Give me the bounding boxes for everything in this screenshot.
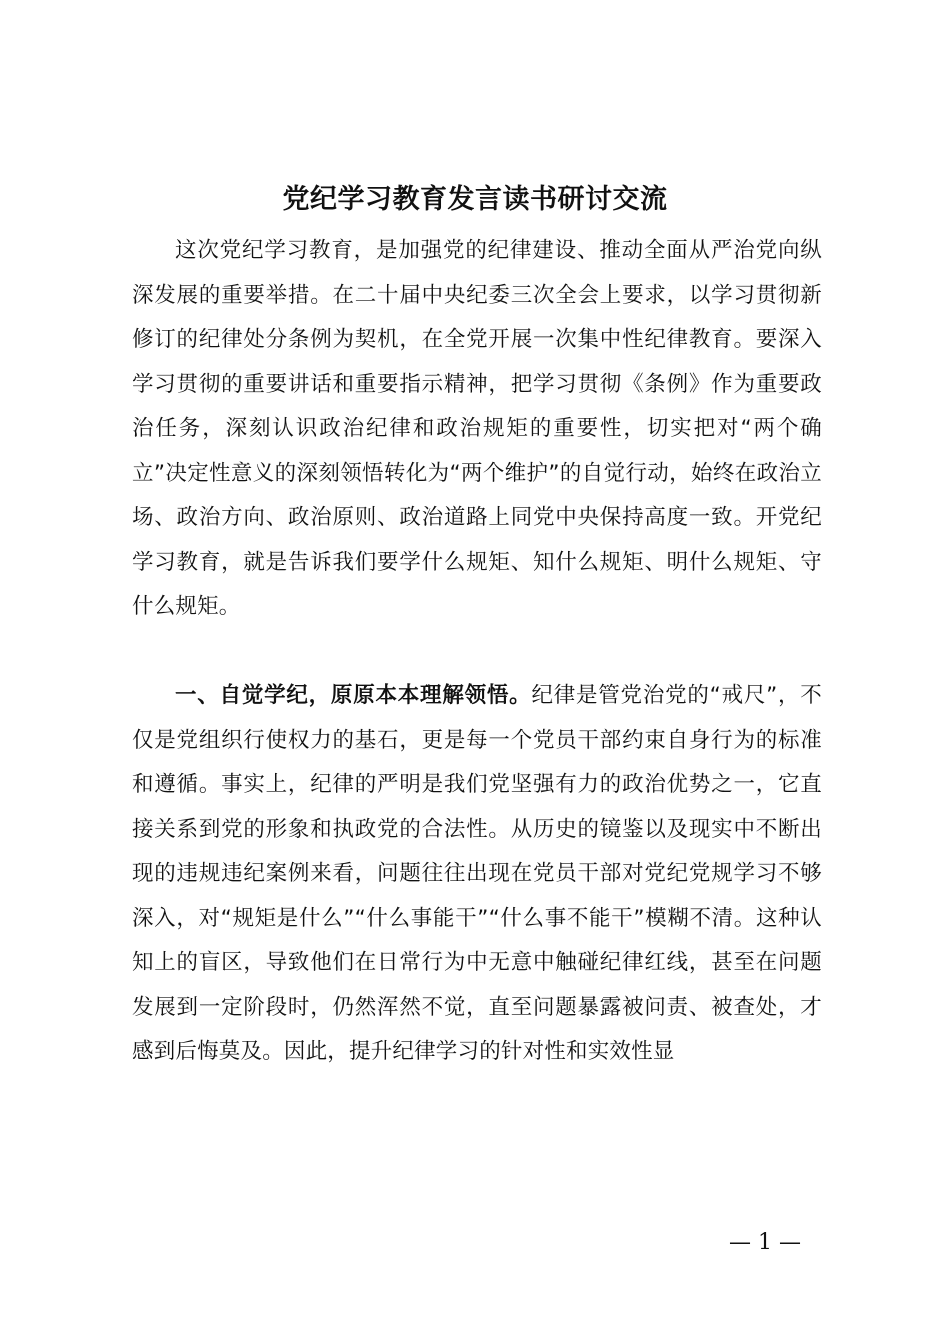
section-one-heading: 一、自觉学纪，原原本本理解领悟。 [175,683,532,708]
intro-paragraph: 这次党纪学习教育，是加强党的纪律建设、推动全面从严治党向纵深发展的重要举措。在二十届中央纪委三次全会上要求，以学习贯彻新修订的纪律处分条例为契机，在全党开展一次集中性纪律教育。要深入学习贯彻的重要讲话和重要指示精神，把学习贯彻《条例》作为重要政治任务，深刻认识政治纪律和政治规矩的重要性，切实把对“两个确立”决定性意义的深刻领悟转化为“两个维护”的自觉行动，始终在政治立场、政治方向、政治原则、政治道路上同党中央保持高度一致。开党纪学习教育，就是告诉我们要学什么规矩、知什么规矩、明什么规矩、守什么规矩。 [132,238,822,619]
page-number: — 1 — [729,1230,801,1255]
section-one-text: 纪律是管党治党的“戒尺”，不仅是党组织行使权力的基石，更是每一个党员干部约束自身行为的标准和遵循。事实上，纪律的严明是我们党坚强有力的政治优势之一，它直接关系到党的形象和执政党的合法性。从历史的镜鉴以及现实中不断出现的违规违纪案例来看，问题往往出现在党员干部对党纪党规学习不够深入，对“规矩是什么”“什么事能干”“什么事不能干”模糊不清。这种认知上的盲区，导致他们在日常行为中无意中触碰纪律红线，甚至在问题发展到一定阶段时，仍然浑然不觉，直至问题暴露被问责、被查处，才感到后悔莫及。因此，提升纪律学习的针对性和实效性显 [132,683,823,1064]
document-title: 党纪学习教育发言读书研讨交流 [282,184,668,215]
section-one-paragraph [132,674,822,1075]
